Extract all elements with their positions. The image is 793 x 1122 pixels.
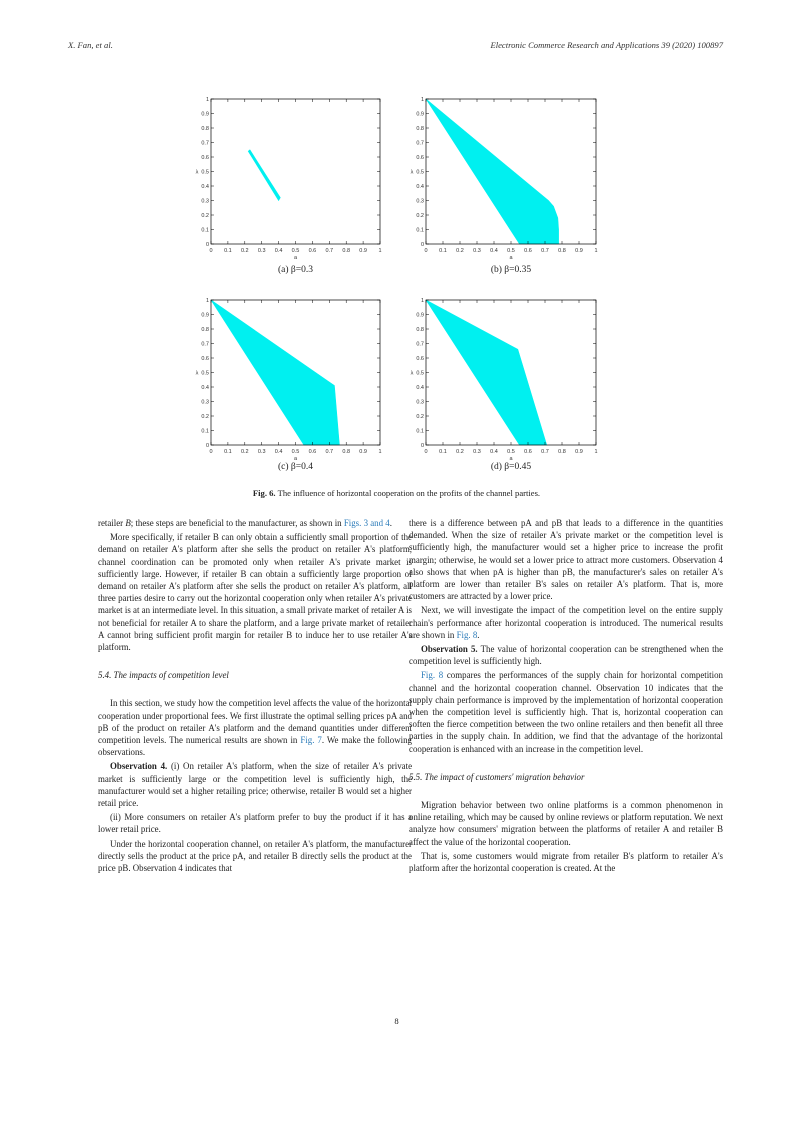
y-tick-label: 0.5 [201, 370, 209, 377]
x-tick-label: 0.7 [325, 248, 334, 254]
x-tick-label: 0.4 [490, 248, 498, 254]
y-tick-label: 0.4 [416, 184, 424, 190]
y-tick-label: 0.6 [416, 155, 424, 161]
chart-panel-c [196, 298, 382, 472]
y-tick-label: 0.7 [201, 140, 209, 147]
y-tick-label: 0.8 [416, 126, 424, 132]
x-tick-label: 0.5 [507, 248, 515, 254]
running-header-authors: X. Fan, et al. [68, 40, 113, 50]
figure-caption [0, 488, 793, 498]
x-tick-label: 1 [378, 449, 382, 455]
figure-caption-text: The influence of horizontal cooperation on the profits of the channel parties. [277, 488, 541, 498]
y-tick-label: 0.2 [416, 213, 424, 219]
y-tick-label: 0.6 [201, 155, 209, 161]
x-tick-label: 0.5 [291, 248, 300, 254]
chart-panel-b [411, 97, 598, 275]
x-axis-label: a [509, 456, 513, 462]
y-tick-label: 0.7 [416, 341, 424, 348]
y-axis-label: λ [410, 169, 414, 176]
section-heading-5-5: 5.5. The impact of customers' migration behavior [409, 771, 585, 782]
y-tick-label: 0.1 [201, 227, 209, 234]
y-axis-label: λ [410, 370, 414, 377]
chart-panel-d [411, 298, 598, 472]
x-axis-label: a [293, 456, 298, 462]
y-tick-label: 0.9 [201, 312, 209, 319]
paragraph: That is, some customers would migrate from retailer B's platform to retailer A's platform after the horizontal cooperation is created. At the [409, 850, 723, 874]
paragraph: retailer B; these steps are beneficial to the manufacturer, as shown in Figs. 3 and 4. [98, 518, 392, 528]
y-tick-label: 1 [205, 97, 209, 103]
x-tick-label: 0.1 [439, 248, 447, 254]
figs-3-4-link[interactable]: Figs. 3 and 4 [343, 518, 390, 528]
y-tick-label: 0.4 [201, 184, 209, 190]
paragraph: Migration behavior between two online platforms is a common phenomenon in online retailing, which may be caused by online reviews or platform reputation. We next analyze how consumers' migration between the platforms of retailer A and retailer B affect the value of the horizontal cooperation. [409, 800, 723, 847]
y-tick-label: 0.4 [416, 385, 424, 391]
left-column [98, 517, 412, 876]
y-tick-label: 0.9 [416, 111, 424, 118]
feasible-region [248, 150, 280, 201]
y-tick-label: 0.8 [416, 327, 424, 333]
x-tick-label: 0.7 [541, 248, 549, 254]
x-tick-label: 0.9 [575, 449, 583, 455]
x-tick-label: 0.6 [308, 248, 317, 254]
feasible-region [211, 300, 339, 445]
x-tick-label: 0.9 [359, 248, 367, 254]
x-tick-label: 0.4 [274, 248, 283, 254]
x-tick-label: 0.1 [224, 248, 232, 254]
y-tick-label: 0.3 [416, 399, 424, 406]
y-tick-label: 1 [420, 298, 424, 304]
y-tick-label: 0.3 [201, 399, 209, 406]
right-column [409, 517, 723, 876]
paragraph: Next, we will investigate the impact of the competition level on the entire supply chain's performance after horizontal cooperation is introduced. The numerical results are shown in Fig. 8. [409, 605, 723, 640]
y-tick-label: 0 [420, 443, 424, 449]
x-tick-label: 0.3 [257, 449, 266, 455]
y-tick-label: 0.1 [201, 428, 209, 435]
observation-5: Observation 5. The value of horizontal cooperation can be strengthened when the competition level is sufficiently high. [409, 644, 724, 667]
y-tick-label: 0.2 [416, 414, 424, 420]
x-tick-label: 0 [209, 449, 213, 455]
y-tick-label: 0.1 [416, 428, 424, 435]
x-tick-label: 0.5 [291, 449, 300, 455]
x-tick-label: 0 [424, 449, 428, 455]
paragraph: In this section, we study how the competition level affects the value of the horizontal cooperation under proportional fees. We first illustrate the optimal selling prices pA and pB of the product on retailer A's platform and the demand quantities under different competition levels. The numerical results are shown in Fig. 7. We make the following observations. [98, 698, 412, 758]
panel-subcaption: (b) β=0.35 [490, 265, 532, 275]
x-tick-label: 0.2 [456, 449, 464, 455]
y-tick-label: 0.8 [201, 126, 209, 132]
x-tick-label: 0.1 [224, 449, 232, 455]
x-tick-label: 0.6 [524, 248, 532, 254]
y-tick-label: 0.4 [201, 385, 209, 391]
panel-subcaption: (a) β=0.3 [278, 265, 313, 275]
y-tick-label: 1 [205, 298, 209, 304]
x-tick-label: 0.9 [359, 449, 367, 455]
y-tick-label: 0.3 [201, 198, 209, 205]
y-tick-label: 0.9 [201, 111, 209, 118]
feasible-region [426, 99, 559, 244]
plot-frame [211, 99, 380, 244]
y-tick-label: 0.2 [201, 213, 209, 219]
y-tick-label: 0 [205, 242, 209, 248]
paragraph: Fig. 8 compares the performances of the supply chain for horizontal competition channel and the horizontal cooperation channel. Observation 10 indicates that the supply chain performance is improved by the implementation of horizontal cooperation when the competition level is sufficiently high. That is, horizontal cooperation can soften the fierce competition between the two online retailers and then benefit all three parties in the supply chain. In addition, we find that the advantage of the horizontal cooperation is enhanced with an increase in the competition level. [409, 670, 723, 754]
y-tick-label: 0.3 [416, 198, 424, 205]
y-tick-label: 0.6 [201, 356, 209, 362]
x-tick-label: 0.7 [541, 449, 549, 455]
y-tick-label: 0.5 [416, 370, 424, 377]
page-number: 8 [394, 1016, 399, 1026]
paragraph: there is a difference between pA and pB that leads to a difference in the quantities demanded. When the size of retailer A's private market or the competition level is sufficiently high, the manufacturer would set a higher price to increase the profit margin; otherwise, he would set a lower price to attract more customers. Observation 4 also shows that when pA is higher than pB, the manufacturer's sales on retailer A's platform are lower than retailer B's sales on retailer A's platform. That is, more customers are attracted by a lower price. [409, 518, 723, 602]
y-tick-label: 0.8 [201, 327, 209, 333]
x-tick-label: 0.2 [240, 248, 249, 254]
x-tick-label: 0.6 [524, 449, 532, 455]
x-tick-label: 1 [378, 248, 382, 254]
x-axis-label: a [509, 255, 513, 261]
fig-7-link[interactable]: Fig. 7 [300, 735, 322, 746]
x-tick-label: 0.8 [558, 449, 566, 455]
x-tick-label: 0 [209, 248, 213, 254]
x-tick-label: 0.3 [473, 449, 481, 455]
x-tick-label: 1 [594, 248, 598, 254]
y-tick-label: 0.5 [201, 169, 209, 176]
y-tick-label: 0.5 [416, 169, 424, 176]
x-tick-label: 0.8 [342, 449, 351, 455]
y-tick-label: 0 [420, 242, 424, 248]
x-tick-label: 0.2 [240, 449, 249, 455]
paragraph: Under the horizontal cooperation channel, on retailer A's platform, the manufacturer directly sells the product at the price pA, and retailer B directly sells the product at the price pB. Observation 4 indicates that [98, 838, 412, 874]
observation-4: Observation 4. (i) On retailer A's platform, when the size of retailer A's private market is sufficiently large or the competition level is sufficiently high, the manufacturer would set a higher retailing price; otherwise, retailer B would set a higher retail price. [98, 761, 413, 809]
x-tick-label: 0.7 [325, 449, 334, 455]
y-tick-label: 0.9 [416, 312, 424, 319]
x-tick-label: 0.3 [257, 248, 266, 254]
x-tick-label: 0.6 [308, 449, 317, 455]
fig-8-link[interactable]: Fig. 8 [421, 670, 444, 681]
y-axis-label: λ [195, 370, 199, 377]
chart-panel-a [196, 97, 382, 275]
y-tick-label: 1 [420, 97, 424, 103]
x-tick-label: 0.4 [274, 449, 283, 455]
x-tick-label: 0.8 [342, 248, 351, 254]
x-axis-label: a [293, 255, 298, 261]
y-tick-label: 0.2 [201, 414, 209, 420]
paragraph: (ii) More consumers on retailer A's platform prefer to buy the product if it has a lower retail price. [98, 812, 412, 835]
x-tick-label: 0.3 [473, 248, 481, 254]
section-heading-5-4: 5.4. The impacts of competition level [98, 670, 229, 681]
x-tick-label: 0.5 [507, 449, 515, 455]
x-tick-label: 1 [594, 449, 598, 455]
x-tick-label: 0.4 [490, 449, 498, 455]
y-axis-label: λ [195, 169, 199, 176]
paragraph: More specifically, if retailer B can only obtain a sufficiently small proportion of the demand on retailer A's platform after she sells the product on retailer A's platform, channel coordination can be promoted only when retailer A's private market is sufficiently large. However, if retailer B can obtain a sufficiently large proportion of demand on retailer A's platform after she sells the product on retailer A's platform, all three parties desire to carry out the horizontal cooperation only when retailer A's private market is at an intermediate level. In this situation, a small private market of retailer A is not beneficial for retailer A to share the platform, and a large private market of retailer A cannot bring sufficient profit margin for retailer B to induce her to use retailer A's platform. [98, 532, 412, 653]
y-tick-label: 0.6 [416, 356, 424, 362]
x-tick-label: 0 [424, 248, 428, 254]
y-tick-label: 0.7 [201, 341, 209, 348]
x-tick-label: 0.2 [456, 248, 464, 254]
figure-6-panels [0, 0, 793, 490]
y-tick-label: 0.1 [416, 227, 424, 234]
panel-subcaption: (c) β=0.4 [278, 462, 313, 472]
figure-caption-label: Fig. 6. [252, 488, 276, 498]
x-tick-label: 0.9 [575, 248, 583, 254]
y-tick-label: 0.7 [416, 140, 424, 147]
fig-8-link[interactable]: Fig. 8 [456, 629, 478, 640]
x-tick-label: 0.8 [558, 248, 566, 254]
running-header-journal: Electronic Commerce Research and Applications 39 (2020) 100897 [490, 40, 723, 50]
panel-subcaption: (d) β=0.45 [490, 462, 532, 472]
feasible-region [426, 300, 547, 445]
x-tick-label: 0.1 [439, 449, 447, 455]
y-tick-label: 0 [205, 443, 209, 449]
